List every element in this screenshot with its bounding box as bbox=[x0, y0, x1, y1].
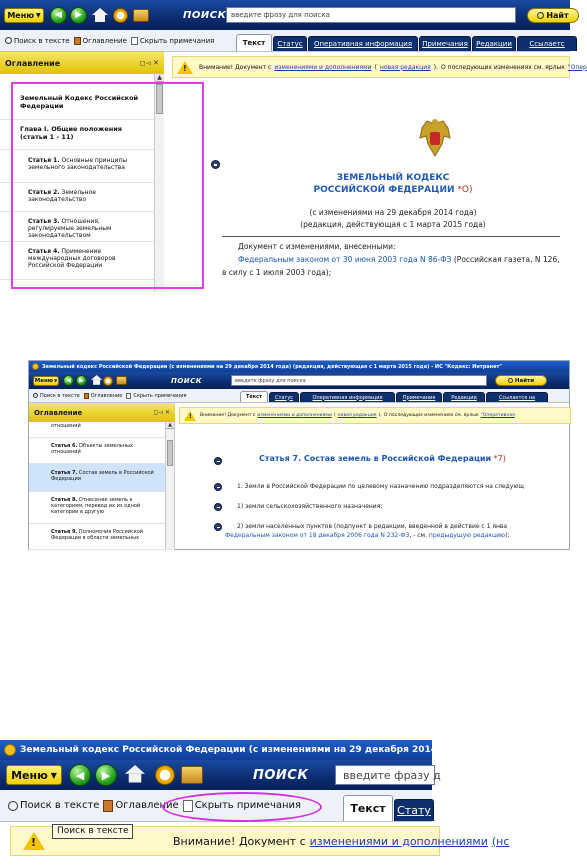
contents-label: Оглавление bbox=[82, 36, 127, 45]
magnifier-icon bbox=[508, 378, 513, 383]
forward-arrow-icon[interactable]: ▶ bbox=[70, 7, 87, 24]
screenshot-panel-2 bbox=[28, 360, 570, 550]
find-button[interactable] bbox=[527, 8, 579, 23]
menu-label: Меню bbox=[34, 377, 54, 384]
warning-icon: ! bbox=[177, 61, 193, 74]
menu-dropdown-icon: ▼ bbox=[50, 770, 57, 780]
search-label: ПОИСК bbox=[253, 767, 309, 783]
hide-notes-label: Скрыть примечания bbox=[194, 800, 302, 811]
tab-text[interactable]: Текст bbox=[236, 34, 272, 51]
article-paragraph bbox=[225, 522, 571, 540]
home-icon[interactable] bbox=[125, 765, 150, 790]
contents-label: Оглавление bbox=[90, 392, 123, 399]
warning-notice bbox=[179, 407, 571, 424]
search-input-value: введите фразу для поиска bbox=[231, 11, 330, 19]
tab-operative[interactable]: Оперативная информация bbox=[300, 392, 395, 402]
toc-list bbox=[29, 422, 175, 550]
toc-item[interactable]: Статья 2. Земельное законодательство bbox=[0, 183, 163, 212]
search-in-text-button[interactable] bbox=[5, 37, 70, 45]
search-label: ПОИСК bbox=[183, 9, 227, 21]
menu-button[interactable] bbox=[6, 765, 62, 785]
search-in-text-label: Поиск в тексте bbox=[40, 392, 80, 399]
notice-paren: ). bbox=[378, 413, 382, 418]
main-toolbar bbox=[0, 760, 441, 790]
notice-text: Внимание! Документ с bbox=[199, 63, 272, 71]
notice-text: Внимание! Документ с bbox=[173, 834, 306, 848]
doc-subtitle-line1: (с изменениями на 29 декабря 2014 года) bbox=[309, 208, 477, 217]
doc-title-line2: РОССИЙСКОЙ ФЕДЕРАЦИИ bbox=[313, 185, 455, 195]
doc-title-mark[interactable]: *О) bbox=[454, 185, 473, 195]
law-link[interactable]: Федеральным законом от 30 июня 2003 года N 86-ФЗ bbox=[238, 255, 452, 264]
notice-paren: ( bbox=[374, 63, 377, 71]
toc-item[interactable]: Статья 4. Применение международных договоров Российской Федерации bbox=[0, 242, 163, 280]
article-paragraph-line1: 2) земли населенных пунктов (подпункт в редакции, введенной в действие с 1 янва bbox=[237, 523, 508, 530]
changes-link[interactable]: изменениями и дополнениями bbox=[257, 413, 332, 418]
notice-text: О последующих изменениях см. ярлык bbox=[383, 413, 479, 418]
collapse-bullet-icon[interactable] bbox=[211, 160, 220, 169]
book-icon bbox=[74, 37, 81, 45]
hide-notes-label: Скрыть примечания bbox=[139, 36, 215, 45]
warning-notice bbox=[172, 56, 587, 78]
toc-highlight-annotation bbox=[11, 82, 204, 289]
search-input[interactable] bbox=[226, 7, 516, 23]
tab-editions[interactable]: Редакции bbox=[472, 36, 516, 51]
article-title-text: Статья 7. Состав земель в Российской Федерации bbox=[259, 454, 492, 463]
search-in-text-button[interactable] bbox=[33, 393, 80, 399]
notice-paren: ). bbox=[433, 63, 439, 71]
collapse-bullet-icon[interactable] bbox=[214, 523, 222, 531]
tab-status[interactable]: Статус bbox=[269, 392, 299, 402]
hide-notes-highlight-annotation bbox=[162, 792, 322, 822]
tab-status[interactable]: Статус bbox=[273, 36, 307, 51]
folders-icon[interactable] bbox=[181, 766, 203, 784]
tab-notes[interactable]: Примечания bbox=[419, 36, 471, 51]
document-tabs bbox=[343, 795, 435, 821]
magnifier-icon bbox=[5, 37, 12, 44]
notice-text: Внимание! Документ с bbox=[200, 413, 256, 418]
toc-scrollbar[interactable] bbox=[165, 422, 174, 550]
search-input-value: введите фразу для поиска bbox=[235, 377, 306, 384]
window-title: Земельный кодекс Российской Федерации (с изменениями на 29 декабря 2014 года) (редакция, действующая с 1 марта 2015 года) - ИС "Кодекс: Интранет" bbox=[42, 363, 503, 370]
doc-subtitle bbox=[290, 207, 496, 231]
toc-header bbox=[29, 403, 175, 422]
article-title bbox=[259, 454, 571, 463]
law-rest: (Российская газета, N 126, bbox=[451, 255, 560, 264]
window-title: Земельный кодекс Российской Федерации (с изменениями на 29 декабря 2014 года) (ре bbox=[20, 745, 489, 755]
tab-operative[interactable]: Оперативная информация bbox=[308, 36, 418, 51]
new-edition-link[interactable]: новая редакция bbox=[379, 63, 431, 71]
notes-icon bbox=[126, 393, 131, 399]
law-link[interactable]: Федеральным законом от 18 декабря 2006 года N 232-ФЗ bbox=[225, 532, 410, 539]
hide-notes-button[interactable] bbox=[131, 37, 214, 45]
changes-link[interactable]: изменениями и дополнениями bbox=[274, 63, 372, 71]
notice-text: О последующих изменениях см. ярлык bbox=[441, 63, 565, 71]
collapse-bullet-icon[interactable] bbox=[214, 503, 222, 511]
tab-refs[interactable]: Ссылается на bbox=[486, 392, 548, 402]
coat-of-arms-icon bbox=[418, 118, 452, 160]
toc-item[interactable]: Статья 1. Основные принципы земельного законодательства bbox=[0, 150, 163, 183]
tab-text[interactable]: Текст bbox=[343, 795, 393, 821]
scroll-up-arrow[interactable]: ▲ bbox=[166, 422, 174, 429]
clock-icon[interactable] bbox=[113, 8, 128, 23]
find-button[interactable] bbox=[495, 375, 547, 386]
folders-icon[interactable] bbox=[133, 9, 149, 22]
hide-notes-label: Скрыть примечания bbox=[133, 392, 187, 399]
article-paragraph-rest: , - см. bbox=[409, 532, 427, 539]
window-title-bar bbox=[29, 361, 569, 372]
menu-button[interactable] bbox=[33, 376, 59, 386]
find-label: Найти bbox=[514, 377, 535, 384]
doc-title bbox=[290, 172, 496, 196]
home-icon[interactable] bbox=[91, 375, 99, 383]
new-edition-link[interactable]: (нс bbox=[491, 834, 510, 848]
search-in-text-label: Поиск в тексте bbox=[14, 36, 70, 45]
law-line2: в силу с 1 июля 2003 года); bbox=[222, 268, 332, 277]
search-label: ПОИСК bbox=[171, 376, 203, 385]
menu-label: Меню bbox=[7, 10, 35, 20]
warning-icon: ! bbox=[23, 832, 45, 850]
search-input-value: введите фразу д bbox=[343, 768, 441, 782]
app-icon bbox=[32, 363, 39, 370]
tab-text[interactable]: Текст bbox=[240, 391, 268, 402]
scroll-thumb[interactable] bbox=[167, 440, 173, 466]
tab-status[interactable]: Стату bbox=[394, 799, 434, 821]
main-toolbar bbox=[29, 372, 569, 389]
menu-button[interactable] bbox=[4, 8, 44, 23]
scroll-up-arrow[interactable]: ▲ bbox=[155, 74, 164, 82]
back-arrow-icon[interactable]: ◀ bbox=[63, 375, 74, 386]
menu-dropdown-icon: ▼ bbox=[54, 378, 58, 383]
toc-title: Оглавление bbox=[5, 58, 61, 68]
home-icon[interactable] bbox=[92, 8, 108, 23]
screenshot-panel-3 bbox=[0, 740, 510, 866]
magnifier-icon bbox=[8, 801, 18, 811]
doc-subtitle-line2: (редакция, действующая с 1 марта 2015 года) bbox=[300, 220, 486, 229]
document-tabs bbox=[236, 34, 578, 51]
notice-paren: ( bbox=[333, 413, 336, 418]
changes-link[interactable]: изменениями и дополнениями bbox=[309, 834, 488, 848]
previous-edition-link[interactable]: предыдущую редакцию bbox=[428, 532, 506, 539]
forward-arrow-icon[interactable]: ▶ bbox=[76, 375, 87, 386]
toc-title: Оглавление bbox=[34, 408, 83, 417]
magnifier-icon bbox=[33, 393, 38, 398]
sub-toolbar bbox=[29, 389, 569, 403]
magnifier-icon bbox=[537, 12, 544, 19]
toc-item[interactable]: Глава I. Общие положения (статьи 1 - 11) bbox=[0, 120, 163, 150]
warning-icon: ! bbox=[184, 411, 196, 421]
menu-label: Меню bbox=[11, 768, 48, 782]
back-arrow-icon[interactable]: ◀ bbox=[69, 764, 91, 786]
collapse-bullet-icon[interactable] bbox=[214, 483, 222, 491]
operative-link[interactable]: "Оперативная bbox=[480, 413, 515, 418]
doc-changes bbox=[222, 240, 570, 279]
toc-header bbox=[0, 52, 164, 74]
search-in-text-tooltip: Поиск в тексте bbox=[52, 824, 133, 839]
toc-item[interactable]: Статья 3. Отношения, регулируемые земельным законодательством bbox=[0, 212, 163, 242]
tab-notes[interactable]: Примечания bbox=[396, 392, 442, 402]
article-paragraph-end: ); bbox=[505, 532, 510, 539]
search-input[interactable] bbox=[231, 375, 487, 386]
contents-label: Оглавление bbox=[115, 800, 179, 811]
collapse-bullet-icon[interactable] bbox=[214, 457, 222, 465]
search-input[interactable] bbox=[335, 765, 441, 785]
toc-controls[interactable]: ◻◅ ✕ bbox=[153, 409, 170, 416]
hide-notes-button[interactable] bbox=[126, 393, 186, 399]
screenshot-panel-1 bbox=[0, 0, 587, 292]
find-label: Найт bbox=[546, 11, 569, 20]
toc-item[interactable]: Статья 8. Отнесение земель к категориям, перевод их из одной категории в другую bbox=[29, 492, 174, 524]
forward-arrow-icon[interactable]: ▶ bbox=[95, 764, 117, 786]
app-icon bbox=[4, 744, 16, 756]
contents-button[interactable] bbox=[74, 37, 127, 45]
search-in-text-button[interactable] bbox=[8, 800, 99, 811]
window-title-bar bbox=[0, 740, 489, 760]
toc-item[interactable]: Статья 9. Полномочия Российской Федерации в области земельных bbox=[29, 524, 174, 550]
search-in-text-label: Поиск в тексте bbox=[20, 800, 100, 811]
tab-editions[interactable]: Редакции bbox=[443, 392, 485, 402]
menu-dropdown-icon: ▼ bbox=[36, 11, 41, 19]
contents-button[interactable] bbox=[84, 393, 123, 399]
book-icon bbox=[103, 800, 113, 812]
document-tabs bbox=[240, 391, 549, 402]
back-arrow-icon[interactable]: ◀ bbox=[50, 7, 67, 24]
toc-item[interactable]: отношений bbox=[29, 422, 174, 438]
main-toolbar bbox=[0, 0, 570, 30]
toc-item[interactable]: Статья 6. Объекты земельных отношений bbox=[29, 438, 174, 464]
toc-controls[interactable]: ◻◅ ✕ bbox=[139, 59, 159, 67]
article-paragraph: 1) земли сельскохозяйственного назначения; bbox=[237, 503, 383, 510]
doc-title-line1: ЗЕМЕЛЬНЫЙ КОДЕКС bbox=[336, 173, 450, 183]
toc-item-selected[interactable]: Статья 7. Состав земель в Российской Федерации bbox=[29, 464, 174, 492]
operative-link[interactable]: "Опер bbox=[567, 63, 587, 71]
article-paragraph: 1. Земли в Российской Федерации по целевому назначению подразделяются на следующ bbox=[237, 483, 525, 490]
sub-toolbar bbox=[0, 30, 570, 52]
doc-divider bbox=[222, 236, 560, 237]
clock-icon[interactable] bbox=[103, 376, 113, 386]
folders-icon[interactable] bbox=[116, 376, 127, 385]
book-icon bbox=[84, 393, 89, 399]
article-title-mark[interactable]: *7) bbox=[491, 454, 506, 463]
new-edition-link[interactable]: новая редакция bbox=[337, 413, 377, 418]
notes-icon bbox=[131, 37, 138, 45]
toc-item[interactable]: Земельный Кодекс Российской Федерации bbox=[0, 86, 163, 120]
clock-icon[interactable] bbox=[155, 765, 175, 785]
changes-intro: Документ с изменениями, внесенными: bbox=[238, 242, 396, 251]
tab-refs[interactable]: Ссылаетс bbox=[517, 36, 577, 51]
